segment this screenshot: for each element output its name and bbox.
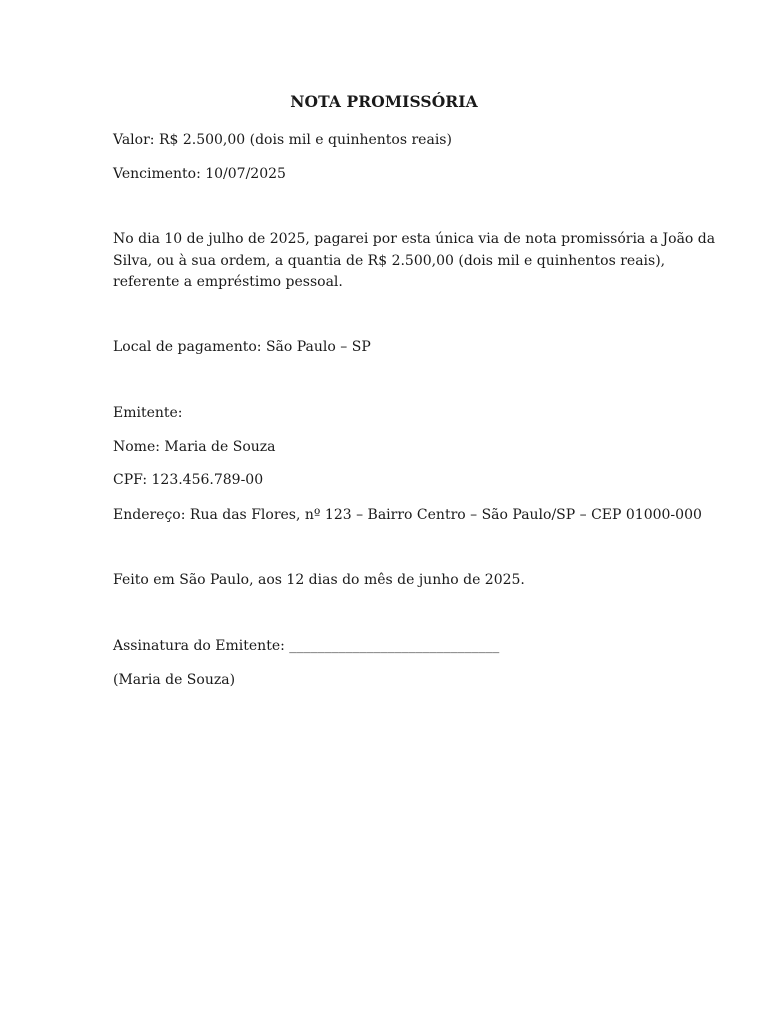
body-line-2: Silva, ou à sua ordem, a quantia de R$ 2.500,00 (dois mil e quinhentos reais), — [113, 252, 666, 269]
vencimento-line: Vencimento: 10/07/2025 — [113, 166, 286, 182]
assinatura-line: Assinatura do Emitente: ______________________________ — [113, 638, 500, 654]
body-line-1: No dia 10 de julho de 2025, pagarei por esta única via de nota promissória a João da — [113, 231, 716, 247]
document-title: NOTA PROMISSÓRIA — [290, 92, 478, 111]
body-paragraph — [113, 229, 716, 294]
valor-line: Valor: R$ 2.500,00 (dois mil e quinhentos reais) — [113, 132, 452, 148]
emitente-label: Emitente: — [113, 405, 183, 421]
local-pagamento-line: Local de pagamento: São Paulo – SP — [113, 339, 371, 355]
body-line-3: referente a empréstimo pessoal. — [113, 274, 343, 290]
emitente-cpf: CPF: 123.456.789-00 — [113, 472, 264, 488]
emitente-nome: Nome: Maria de Souza — [113, 439, 276, 455]
feito-em-line: Feito em São Paulo, aos 12 dias do mês de junho de 2025. — [113, 572, 525, 588]
assinatura-nome: (Maria de Souza) — [113, 672, 236, 688]
emitente-endereco: Endereço: Rua das Flores, nº 123 – Bairro Centro – São Paulo/SP – CEP 01000-000 — [113, 507, 702, 523]
